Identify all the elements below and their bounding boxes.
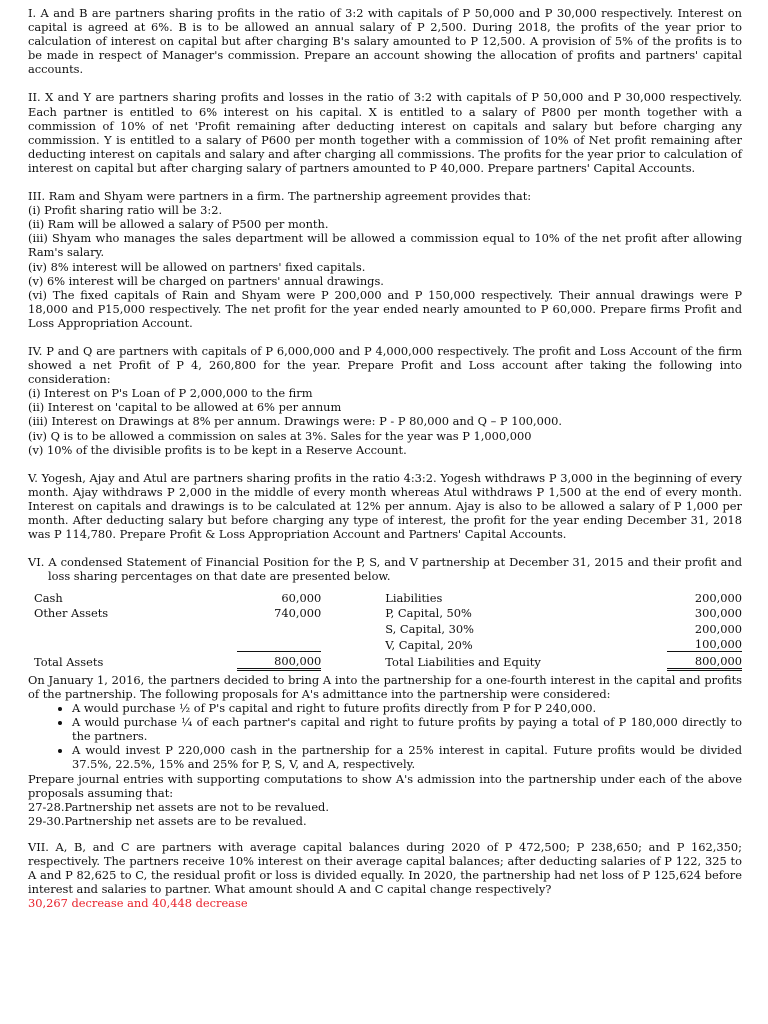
list-item: • A would purchase ½ of P's capital and right to future profits directly from P for P 240,000. xyxy=(72,701,742,715)
problem-3-item: (v) 6% interest will be charged on partners' annual drawings. xyxy=(28,273,384,288)
problem-1: I. A and B are partners sharing profits in the ratio of 3:2 with capitals of P 50,000 and P 30,000 respectively. Interest on capital is agreed at 6%. B is to be allowed an annual salary of P 2,500. During 2018, the profits of the year prior to calculation of interest on capital but after charging B's salary amounted to P 12,500. A provision of 5% of the profits is to be made in respect of Manager's commission. Prepare an account showing the allocation of profits and partners' capital accounts. xyxy=(28,6,742,77)
liability-label: V, Capital, 20% xyxy=(385,637,473,652)
asset-label: Cash xyxy=(34,590,63,605)
problem-4-item: (iv) Q is to be allowed a commission on sales at 3%. Sales for the year was P 1,000,000 xyxy=(28,428,532,443)
financial-position-table xyxy=(34,589,742,671)
document-page xyxy=(28,6,742,910)
problem-3 xyxy=(28,189,742,330)
liability-value: 100,000 xyxy=(667,636,742,652)
problem-4-item: (iii) Interest on Drawings at 8% per annum. Drawings were: P - P 80,000 and Q – P 100,000. xyxy=(28,414,562,429)
table-row xyxy=(34,589,742,605)
problem-6-prepare: Prepare journal entries with supporting computations to show A's admission into the partnership under each of the above proposals assuming that: xyxy=(28,771,742,800)
problem-6-case: 27-28.Partnership net assets are not to be revalued. xyxy=(28,799,329,814)
liability-value: 300,000 xyxy=(694,606,742,621)
liability-label: S, Capital, 30% xyxy=(385,621,474,636)
problem-6 xyxy=(28,555,742,828)
problem-4-item: (v) 10% of the divisible profits is to be kept in a Reserve Account. xyxy=(28,442,407,457)
liability-label: P, Capital, 50% xyxy=(385,606,472,621)
total-liabilities-label: Total Liabilities and Equity xyxy=(385,655,541,670)
asset-label xyxy=(34,636,237,652)
asset-value xyxy=(237,620,322,636)
problem-3-intro: III. Ram and Shyam were partners in a firm. The partnership agreement provides that: xyxy=(28,189,532,204)
problem-3-item: (iv) 8% interest will be allowed on partners' fixed capitals. xyxy=(28,259,366,274)
total-assets-value: 800,000 xyxy=(237,652,322,670)
problem-6-after: On January 1, 2016, the partners decided to bring A into the partnership for a one-fourth interest in the capital and profits of the partnership. The following proposals for A's admittance into the partnership were considered: xyxy=(28,672,742,701)
list-item: • A would purchase ¼ of each partner's capital and right to future profits by paying a total of P 180,000 directly to the partners. xyxy=(72,715,742,743)
liability-value: 200,000 xyxy=(694,590,742,605)
proposal-list xyxy=(28,701,742,771)
table-row xyxy=(34,605,742,621)
liability-value: 200,000 xyxy=(694,621,742,636)
liability-label: Liabilities xyxy=(385,590,443,605)
list-item: • A would invest P 220,000 cash in the partnership for a 25% interest in capital. Future profits would be divided 37.5%, 22.5%, 15% and 25% for P, S, V, and A, respectively. xyxy=(72,743,742,771)
problem-7-text: VII. A, B, and C are partners with average capital balances during 2020 of P 472,500; P 238,650; and P 162,350; respectively. The partners receive 10% interest on their average capital balances; after deducting salaries of P 122, 325 to A and P 82,625 to C, the residual profit or loss is divided equally. In 2020, the partnership had net loss of P 125,624 before interest and salaries to partner. What amount should A and C capital change respectively? xyxy=(28,839,742,897)
table-row xyxy=(34,620,742,636)
problem-4-item: (i) Interest on P's Loan of P 2,000,000 to the firm xyxy=(28,386,313,401)
problem-5: V. Yogesh, Ajay and Atul are partners sharing profits in the ratio 4:3:2. Yogesh withdraws P 3,000 in the beginning of every month. Ajay withdraws P 2,000 in the middle of every month whereas Atul withdraws P 1,500 at the end of every month. Interest on capitals and drawings is to be calculated at 12% per annum. Ajay is also to be allowed a salary of P 1,000 per month. After deducting salary but before charging any type of interest, the profit for the year ending December 31, 2018 was P 114,780. Prepare Profit & Loss Appropriation Account and Partners' Capital Accounts. xyxy=(28,470,742,542)
problem-2: II. X and Y are partners sharing profits and losses in the ratio of 3:2 with capitals of P 50,000 and P 30,000 respectively. Each partner is entitled to 6% interest on his capital. X is entitled to a salary of P800 per month together with a commission of 10% of net 'Profit remaining after deducting interest on capitals and salary but before charging any commission. Y is entitled to a salary of P600 per month together with a commission of 10% of Net profit remaining after deducting interest on capitals and salary and after charging all commissions. The profits for the year prior to calculation of interest on capital but after charging salary of partners amounted to P 40,000. Prepare partners' Capital Accounts. xyxy=(28,90,742,175)
asset-value: 60,000 xyxy=(281,590,322,605)
total-liabilities-value: 800,000 xyxy=(667,652,742,670)
total-assets-label: Total Assets xyxy=(34,655,104,670)
answer-text: 30,267 decrease and 40,448 decrease xyxy=(28,896,248,911)
problem-3-item: (i) Profit sharing ratio will be 3:2. xyxy=(28,203,223,218)
problem-4 xyxy=(28,344,742,457)
table-row xyxy=(34,636,742,652)
problem-6-intro: VI. A condensed Statement of Financial Position for the P, S, and V partnership at December 31, 2015 and their profit and loss sharing percentages on that date are presented below. xyxy=(28,555,742,584)
problem-4-intro: IV. P and Q are partners with capitals of P 6,000,000 and P 4,000,000 respectively. The profit and Loss Account of the firm showed a net Profit of P 4, 260,800 for the year. Prepare Profit and Loss account after taking the following into consideration: xyxy=(28,343,742,387)
problem-7 xyxy=(28,840,742,910)
asset-label: Other Assets xyxy=(34,606,109,621)
problem-3-item: (ii) Ram will be allowed a salary of P500 per month. xyxy=(28,217,329,232)
asset-label xyxy=(34,620,237,636)
problem-4-item: (ii) Interest on 'capital to be allowed at 6% per annum xyxy=(28,400,342,415)
problem-3-item: (iii) Shyam who manages the sales department will be allowed a commission equal to 10% of the net profit after allowing Ram's salary. xyxy=(28,231,742,260)
problem-6-case: 29-30.Partnership net assets are to be revalued. xyxy=(28,813,307,828)
table-total-row xyxy=(34,652,742,670)
asset-value: 740,000 xyxy=(274,606,322,621)
problem-3-item: (vi) The fixed capitals of Rain and Shyam were P 200,000 and P 150,000 respectively. Their annual drawings were P 18,000 and P15,000 respectively. The net profit for the year ended nearly amounted to P 60,000. Prepare firms Profit and Loss Appropriation Account. xyxy=(28,287,742,330)
asset-value xyxy=(237,636,322,652)
